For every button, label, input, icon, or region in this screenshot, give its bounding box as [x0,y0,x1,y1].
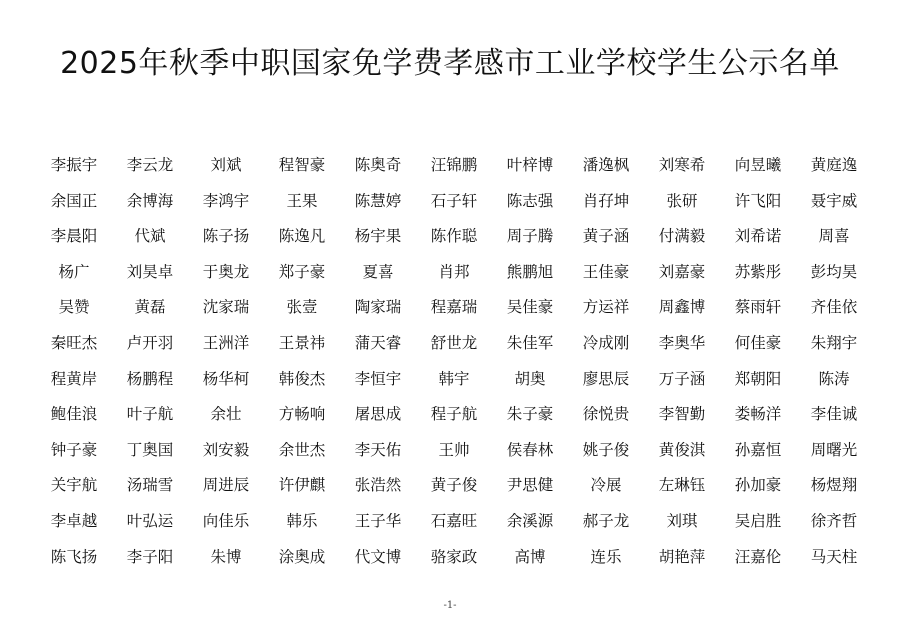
student-name: 廖思辰 [582,369,630,388]
student-name: 胡奥 [514,369,546,388]
student-name: 陈志强 [506,191,554,210]
student-name: 冷展 [590,476,622,495]
student-name: 杨鹏程 [126,369,174,388]
student-name: 陈子扬 [202,227,250,246]
student-name: 郑朝阳 [734,369,782,388]
page-number: -1- [443,600,457,611]
student-name: 王子华 [354,511,402,530]
student-name: 李鸿宇 [202,191,250,210]
student-name: 吴赞 [58,298,90,317]
student-name: 关宇航 [50,476,98,495]
student-name: 代文博 [354,547,402,566]
student-name: 于奥龙 [202,262,250,281]
student-name: 孙嘉恒 [734,440,782,459]
student-name: 卢开羽 [126,333,174,352]
student-name: 方畅响 [278,405,326,424]
student-name: 尹思健 [506,476,554,495]
student-name: 齐佳依 [810,298,858,317]
student-name: 韩乐 [286,511,318,530]
student-name: 徐齐哲 [810,511,858,530]
student-name: 余国正 [50,191,98,210]
student-name: 沈家瑞 [202,298,250,317]
student-name: 彭均昊 [810,262,858,281]
student-name: 骆家政 [430,547,478,566]
student-name: 程嘉瑞 [430,298,478,317]
student-name: 叶梓博 [506,156,554,174]
student-name: 潘逸枫 [582,156,630,174]
student-name: 李卓越 [50,511,98,530]
student-name: 娄畅洋 [734,405,782,424]
student-name: 李佳诚 [810,405,858,424]
student-name: 刘希诺 [734,227,782,246]
student-name: 张浩然 [354,476,402,495]
student-name: 李子阳 [126,547,174,566]
student-name: 余溪源 [506,511,554,530]
student-name: 秦旺杰 [50,333,98,352]
student-name: 李天佑 [354,440,402,459]
student-name: 侯春林 [506,440,554,459]
student-name: 程智豪 [278,156,326,174]
student-name: 何佳豪 [734,333,782,352]
student-name: 杨宇果 [354,227,402,246]
student-name: 周鑫博 [658,298,706,317]
student-name: 丁奥国 [126,440,174,459]
student-name: 杨广 [58,262,90,281]
student-name: 王帅 [438,440,470,459]
student-name: 朱翔宇 [810,333,858,352]
student-name: 马天柱 [810,547,858,566]
student-name: 王果 [286,191,318,210]
student-name: 徐悦贵 [582,405,630,424]
student-name: 叶弘运 [126,511,174,530]
student-name: 刘嘉豪 [658,262,706,281]
student-name: 叶子航 [126,405,174,424]
student-name: 李奥华 [658,333,706,352]
student-name: 王景祎 [278,333,326,352]
student-name: 石嘉旺 [430,511,478,530]
student-name: 韩宇 [438,369,470,388]
student-name: 周喜 [818,227,850,246]
student-name: 涂奥成 [278,547,326,566]
student-name: 肖孖坤 [582,191,630,210]
student-name: 夏喜 [362,262,394,281]
student-name: 张壹 [286,298,318,317]
student-name: 郝子龙 [582,511,630,530]
document-title: 2025年秋季中职国家免学费孝感市工业学校学生公示名单 [60,46,840,81]
student-name: 黄俊淇 [658,440,706,459]
student-name: 刘昊卓 [126,262,174,281]
student-name: 肖邦 [438,262,470,281]
student-name: 陈作聪 [430,227,478,246]
student-name: 舒世龙 [430,333,478,352]
student-name: 郑子豪 [278,262,326,281]
student-name: 黄庭逸 [810,156,858,174]
student-name: 刘琪 [666,511,698,530]
student-name: 陈逸凡 [278,227,326,246]
student-name: 苏紫彤 [734,262,782,281]
student-name: 鲍佳浪 [50,405,98,424]
student-name: 黄子涵 [582,227,630,246]
student-name: 陈涛 [818,369,850,388]
student-name: 屠思成 [354,405,402,424]
student-name: 蔡雨轩 [734,298,782,317]
student-name: 黄磊 [134,298,166,317]
student-name: 高博 [514,547,546,566]
student-name: 聂宇威 [810,191,858,210]
student-name: 吴佳豪 [506,298,554,317]
student-name: 朱博 [210,547,242,566]
student-name: 韩俊杰 [278,369,326,388]
student-name: 刘安毅 [202,440,250,459]
student-name: 程黄岸 [50,369,98,388]
student-name: 李振宇 [50,156,98,174]
student-name: 陶家瑞 [354,298,402,317]
student-name: 周进辰 [202,476,250,495]
student-name: 黄子俊 [430,476,478,495]
student-name: 吴启胜 [734,511,782,530]
student-name: 余博海 [126,191,174,210]
student-name: 张研 [666,191,698,210]
student-name: 汪嘉伦 [734,547,782,566]
student-name: 朱佳军 [506,333,554,352]
student-name: 代斌 [134,227,166,246]
student-name: 许飞阳 [734,191,782,210]
student-name: 程子航 [430,405,478,424]
student-name: 余壮 [210,405,242,424]
student-name: 王佳豪 [582,262,630,281]
student-name: 朱子豪 [506,405,554,424]
student-name: 汤瑞雪 [126,476,174,495]
student-name: 熊鹏旭 [506,262,554,281]
student-name: 李云龙 [126,156,174,174]
student-name: 刘寒希 [658,156,706,174]
student-name: 周子腾 [506,227,554,246]
student-name: 周曙光 [810,440,858,459]
student-name: 左琳钰 [658,476,706,495]
student-name: 李恒宇 [354,369,402,388]
student-name: 陈慧婷 [354,191,402,210]
student-name: 连乐 [590,547,622,566]
student-name: 刘斌 [210,156,242,174]
student-name: 余世杰 [278,440,326,459]
student-name: 杨煜翔 [810,476,858,495]
student-name: 许伊麒 [278,476,326,495]
student-name-list [36,148,872,575]
student-name: 孙加豪 [734,476,782,495]
student-name: 胡艳萍 [658,547,706,566]
student-name: 万子涵 [658,369,706,388]
student-name: 向佳乐 [202,511,250,530]
student-name: 杨华柯 [202,369,250,388]
student-name: 李晨阳 [50,227,98,246]
student-name: 石子轩 [430,191,478,210]
student-name: 冷成刚 [582,333,630,352]
student-name: 李智勤 [658,405,706,424]
student-name: 钟子豪 [50,440,98,459]
student-name: 王洲洋 [202,333,250,352]
student-name: 汪锦鹏 [430,156,478,174]
student-name: 蒲天睿 [354,333,402,352]
student-name: 向昱曦 [734,156,782,174]
student-name: 陈飞扬 [50,547,98,566]
student-name: 方运祥 [582,298,630,317]
student-name: 姚子俊 [582,440,630,459]
student-name: 付满毅 [658,227,706,246]
student-name: 陈奥奇 [354,156,402,174]
